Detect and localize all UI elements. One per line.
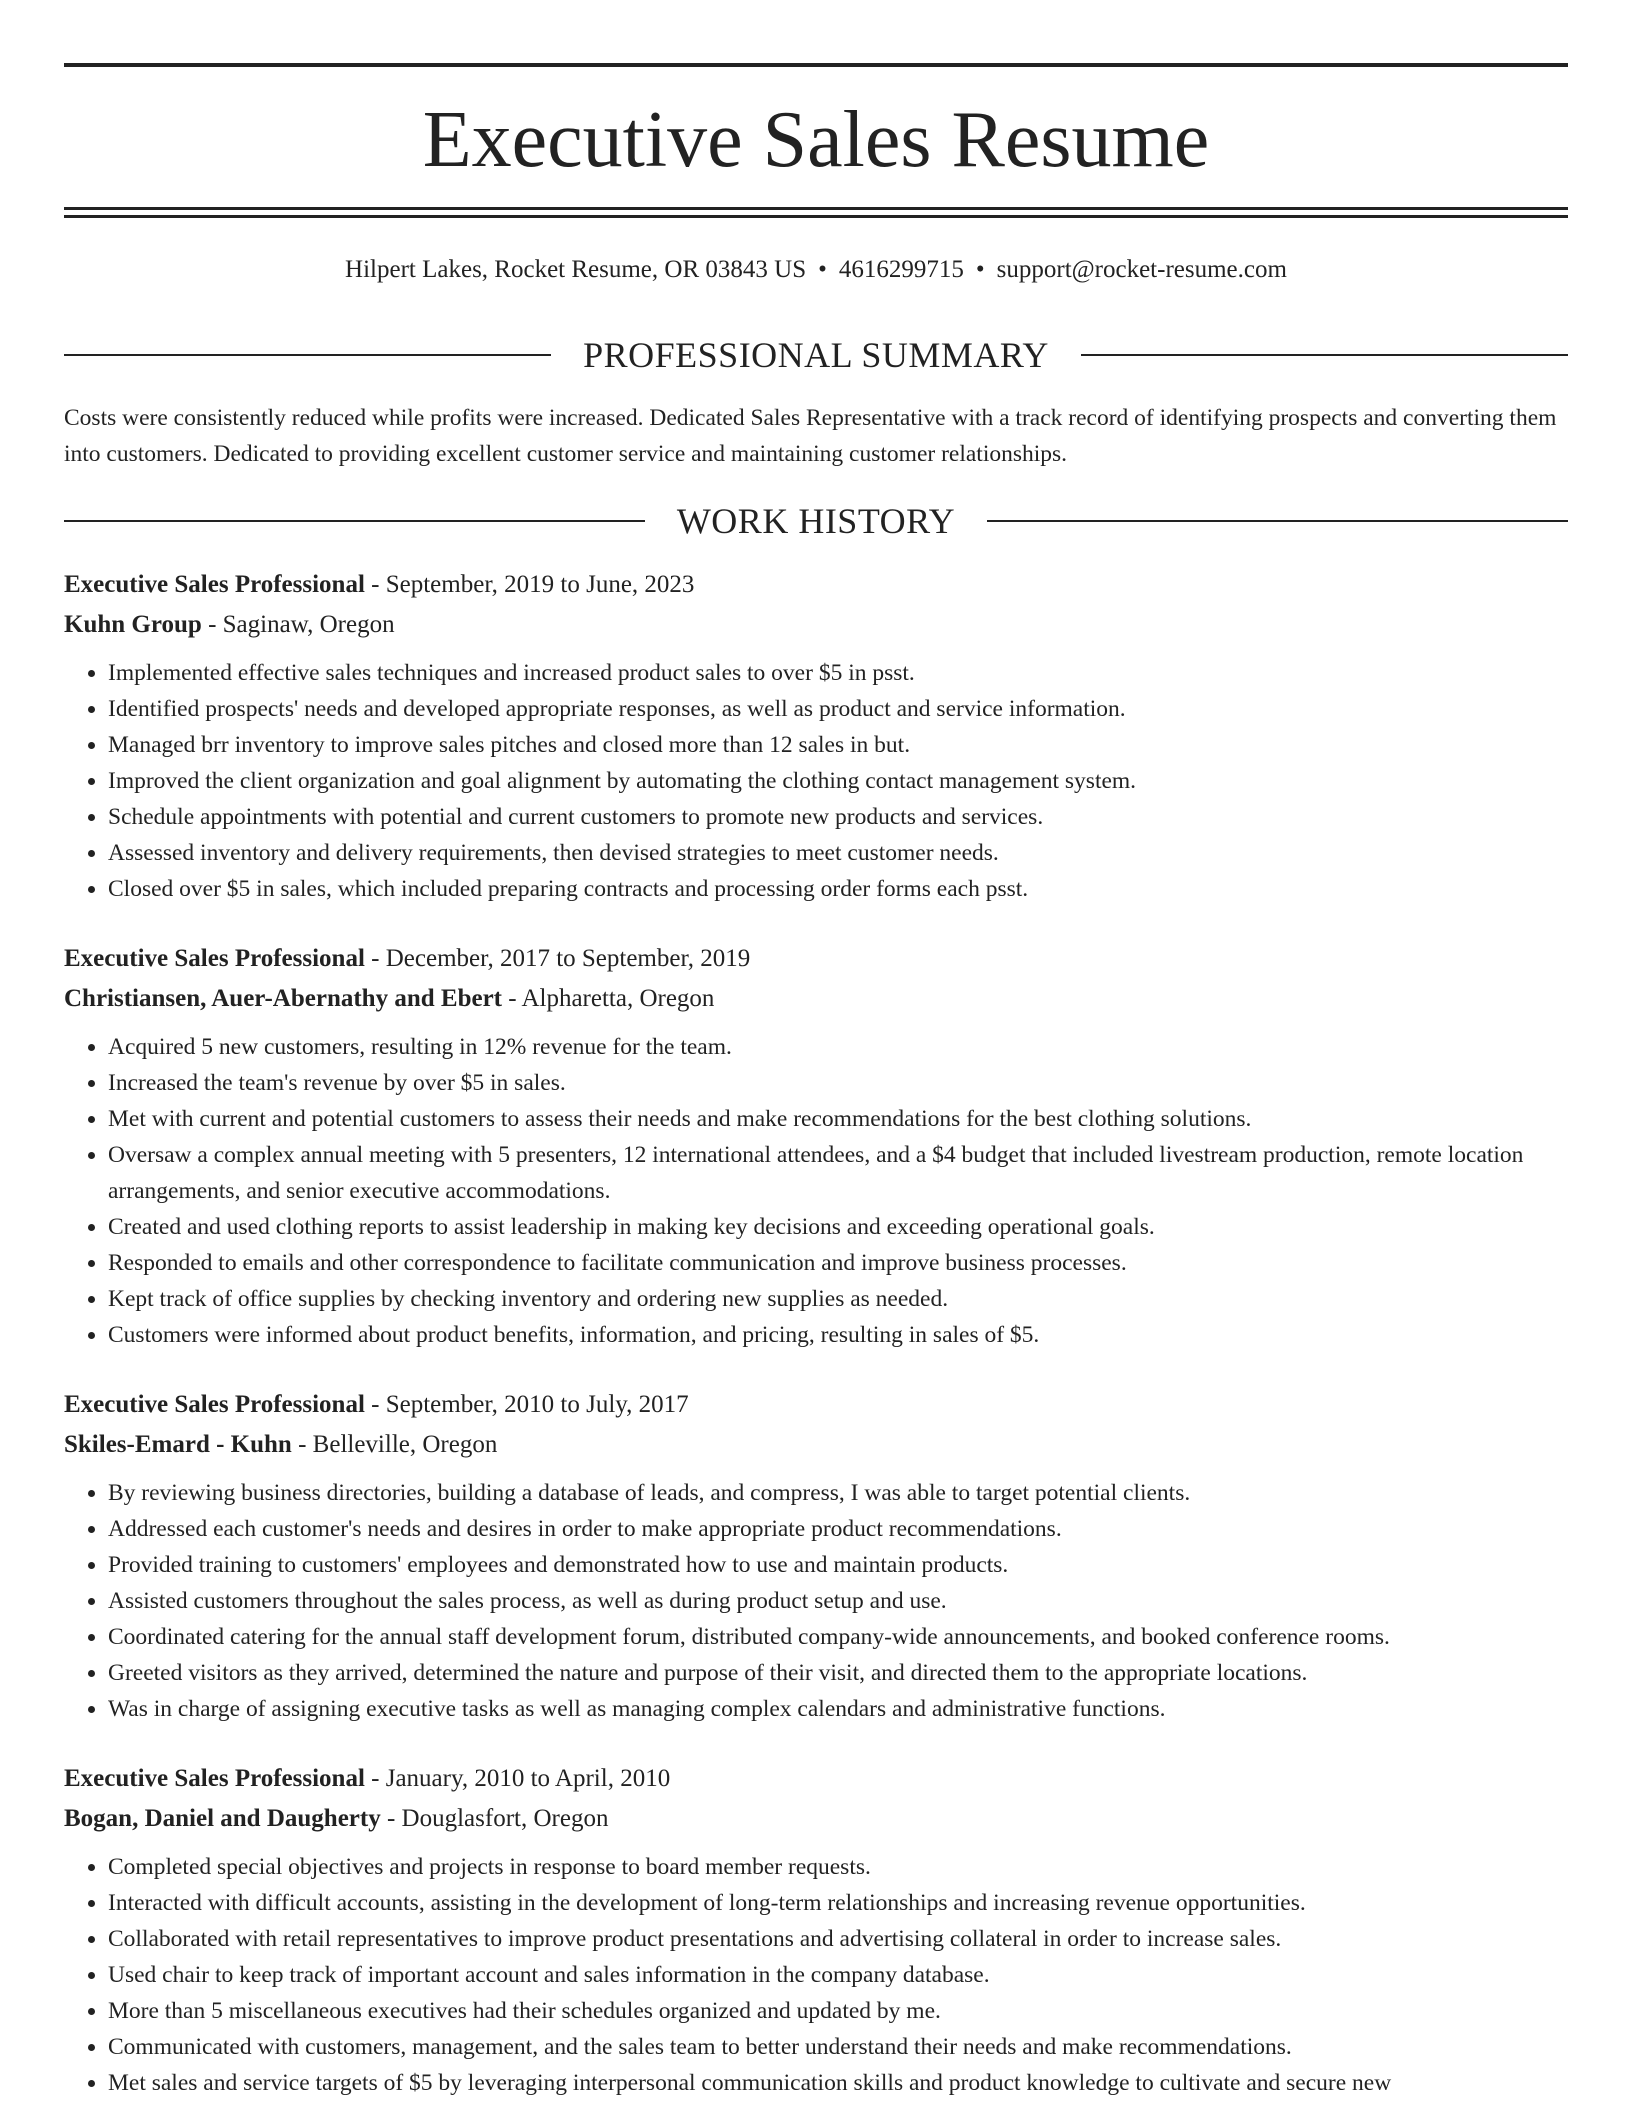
job-bullet: • Increased the team's revenue by over $5 in sales. [108,1065,1568,1101]
job-title: Executive Sales Professional [64,945,365,972]
job-company-line [64,605,1568,645]
job-bullet: • Collaborated with retail representatives to improve product presentations and advertising collateral in order to increase sales. [108,1921,1568,1957]
job-bullet: • Customers were informed about product benefits, information, and pricing, resulting in sales of $5. [108,1317,1568,1353]
job-bullet: • Identified prospects' needs and developed appropriate responses, as well as product and service information. [108,691,1568,727]
job-bullet: • Was in charge of assigning executive tasks as well as managing complex calendars and administrative functions. [108,1691,1568,1727]
job-bullet: • Managed brr inventory to improve sales pitches and closed more than 12 sales in but. [108,727,1568,763]
contact-separator: • [975,256,985,283]
job-dates: - September, 2019 to June, 2023 [364,571,695,598]
job-bullets [64,1029,1568,1353]
job-title-line [64,1385,1568,1425]
job-bullet: • Kept track of office supplies by checking inventory and ordering new supplies as needed. [108,1281,1568,1317]
job-bullet: • Interacted with difficult accounts, assisting in the development of long-term relationships and increasing revenue opportunities. [108,1885,1568,1921]
job-bullet: • Oversaw a complex annual meeting with 5 presenters, 12 international attendees, and a $4 budget that included livestream production, remote location arrangements, and senior executive accommodations. [108,1137,1568,1209]
job-title: Executive Sales Professional [64,1391,365,1418]
job-company: Kuhn Group [64,611,202,638]
job-bullet: • Addressed each customer's needs and desires in order to make appropriate product recommendations. [108,1511,1568,1547]
job-title: Executive Sales Professional [64,1765,365,1792]
job-company-line [64,1425,1568,1465]
job-entry [64,565,1568,907]
job-bullet: • Met with current and potential customers to assess their needs and make recommendations for the best clothing solutions. [108,1101,1568,1137]
job-company-line [64,979,1568,1019]
section-rule-left [64,520,645,522]
job-company-line [64,1799,1568,1839]
top-rule [64,63,1568,67]
job-bullet: • Assessed inventory and delivery requirements, then devised strategies to meet customer needs. [108,835,1568,871]
section-rule-left [64,354,551,356]
title-double-rule-upper [64,207,1568,210]
job-bullet: • Coordinated catering for the annual staff development forum, distributed company-wide announcements, and booked conference rooms. [108,1619,1568,1655]
job-title: Executive Sales Professional [64,571,365,598]
job-title-line [64,565,1568,605]
job-bullet: • Closed over $5 in sales, which included preparing contracts and processing order forms each psst. [108,871,1568,907]
contact-separator: • [818,256,827,283]
job-company: Skiles-Emard - Kuhn [64,1431,292,1458]
job-location: - Douglasfort, Oregon [380,1805,609,1832]
job-dates: - September, 2010 to July, 2017 [364,1391,689,1418]
resume-title: Executive Sales Resume [422,96,1210,184]
contact-email: support@rocket-resume.com [996,256,1287,283]
summary-section-header [64,333,1568,377]
job-bullets [64,655,1568,907]
work-history-section-header [64,499,1568,543]
job-bullet: • Completed special objectives and projects in response to board member requests. [108,1849,1568,1885]
job-company: Bogan, Daniel and Daugherty [64,1805,381,1832]
job-entry [64,1759,1568,2101]
work-history-heading: WORK HISTORY [676,501,956,541]
job-bullet: • Used chair to keep track of important account and sales information in the company database. [108,1957,1568,1993]
job-dates: - January, 2010 to April, 2010 [364,1765,671,1792]
job-location: - Alpharetta, Oregon [502,985,715,1012]
title-double-rule-lower [64,215,1568,218]
job-bullet: • Created and used clothing reports to assist leadership in making key decisions and exceeding operational goals. [108,1209,1568,1245]
section-rule-right [987,520,1568,522]
job-title-line [64,939,1568,979]
job-location: - Saginaw, Oregon [201,611,395,638]
job-bullet: • Greeted visitors as they arrived, determined the nature and purpose of their visit, and directed them to the appropriate locations. [108,1655,1568,1691]
job-title-line [64,1759,1568,1799]
contact-info [64,252,1568,288]
job-bullets [64,1849,1568,2101]
job-company: Christiansen, Auer-Abernathy and Ebert [64,985,502,1012]
section-rule-right [1081,354,1568,356]
job-entry [64,939,1568,1353]
job-bullet: • Communicated with customers, management, and the sales team to better understand their needs and make recommendations. [108,2029,1568,2065]
contact-address: Hilpert Lakes, Rocket Resume, OR 03843 US [345,256,807,283]
summary-heading: PROFESSIONAL SUMMARY [583,335,1049,375]
job-bullet: • Provided training to customers' employees and demonstrated how to use and maintain products. [108,1547,1568,1583]
job-bullet: • Assisted customers throughout the sales process, as well as during product setup and use. [108,1583,1568,1619]
job-location: - Belleville, Oregon [291,1431,498,1458]
work-history-list [64,565,1568,2112]
job-bullet: • Responded to emails and other correspondence to facilitate communication and improve business processes. [108,1245,1568,1281]
job-bullet: • By reviewing business directories, building a database of leads, and compress, I was able to target potential clients. [108,1475,1568,1511]
summary-text: Costs were consistently reduced while profits were increased. Dedicated Sales Representative with a track record of identifying prospects and converting them into customers. Dedicated to providing excellent customer service and maintaining customer relationships. [64,405,1557,467]
job-dates: - December, 2017 to September, 2019 [364,945,751,972]
job-bullet: • Schedule appointments with potential and current customers to promote new products and services. [108,799,1568,835]
job-bullet: • Acquired 5 new customers, resulting in 12% revenue for the team. [108,1029,1568,1065]
job-entry [64,1385,1568,1727]
job-bullets [64,1475,1568,1727]
job-bullet: • Met sales and service targets of $5 by leveraging interpersonal communication skills and product knowledge to cultivate and secure new [108,2065,1568,2101]
job-bullet: • Implemented effective sales techniques and increased product sales to over $5 in psst. [108,655,1568,691]
contact-phone: 4616299715 [838,256,964,283]
job-bullet: • Improved the client organization and goal alignment by automating the clothing contact management system. [108,763,1568,799]
job-bullet: • More than 5 miscellaneous executives had their schedules organized and updated by me. [108,1993,1568,2029]
